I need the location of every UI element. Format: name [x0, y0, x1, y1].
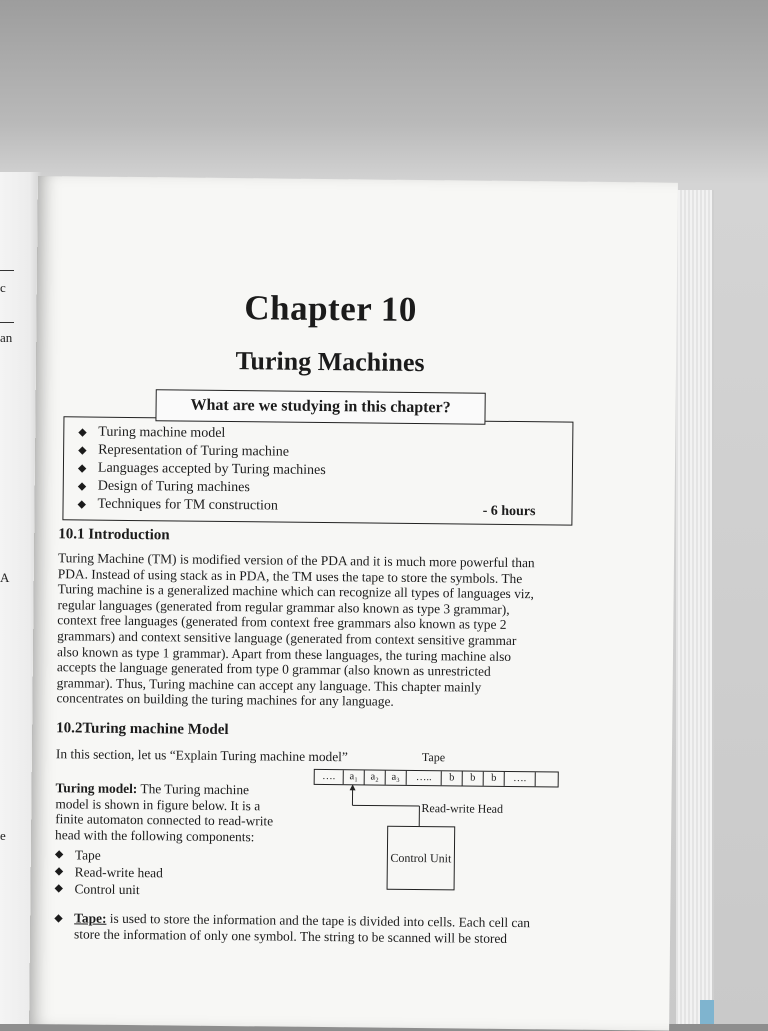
page-edge-tab: [700, 1000, 714, 1024]
tape-cell: …..: [407, 771, 442, 785]
diamond-bullet-icon: ◆: [54, 910, 63, 926]
list-item: ◆ Read-write head: [55, 863, 163, 881]
chapter-number: Chapter 10: [60, 286, 600, 332]
divider: [0, 322, 14, 323]
section-intro: In this section, let us “Explain Turing machine model”: [56, 746, 586, 767]
tape-cell: a₁: [344, 770, 365, 784]
list-item: ◆ Languages accepted by Turing machines: [78, 459, 572, 482]
diamond-bullet-icon: ◆: [78, 423, 87, 441]
page-fragment: e: [0, 828, 6, 844]
model-paragraph: Turing model: The Turing machine model is shown in figure below. It is a finite automaton connected to read-write head with the following components:: [55, 780, 298, 845]
page-fragment: c: [0, 280, 6, 296]
diamond-bullet-icon: ◆: [78, 459, 87, 477]
tape-cell: ….: [315, 770, 344, 784]
list-item: ◆ Turing machine model: [78, 423, 572, 446]
list-item: ◆ Control unit: [54, 880, 162, 898]
page-stack-edge: [676, 190, 714, 1024]
tape-paragraph: ◆ Tape: is used to store the information and the tape is divided into cells. Each cell can store the information of only one symbol. The string to be scanned will be stored: [54, 910, 584, 948]
page-fragment: A: [0, 570, 9, 586]
turing-machine-diagram: [308, 749, 580, 902]
tape-cell: ….: [505, 772, 536, 786]
tape-cell: a₃: [386, 771, 407, 785]
study-heading: What are we studying in this chapter?: [155, 389, 485, 424]
divider: [0, 270, 14, 271]
read-write-head-label: Read-write Head: [421, 801, 503, 817]
tape-label: Tape: [422, 750, 445, 765]
page-fragment: an: [0, 330, 12, 346]
tape-cell: b: [463, 771, 484, 785]
model-term: Turing model:: [56, 780, 138, 796]
tape-cell: b: [484, 772, 505, 786]
tape-cell: a₂: [365, 770, 386, 784]
diamond-bullet-icon: ◆: [78, 477, 87, 495]
chapter-title: Turing Machines: [60, 344, 600, 380]
section-heading: 10.1 Introduction: [58, 526, 170, 544]
duration-label: - 6 hours: [483, 504, 536, 521]
list-item: ◆ Tape: [55, 846, 163, 864]
list-item: ◆ Representation of Turing machine: [78, 441, 572, 464]
topics-box: [62, 416, 573, 525]
book-page: [29, 176, 678, 1031]
diamond-bullet-icon: ◆: [55, 846, 64, 863]
intro-paragraph: Turing Machine (TM) is modified version of the PDA and it is much more powerful than PDA. Instead of using stack as in PDA, the TM uses the tape to store the symbols. The Turing machine is a generalized machine which can recognize all types of languages viz, regular languages (generated from regular grammar also known as type 3 grammar), context free languages (generated from context free grammars also known as type 2 grammars) and context sensitive language (generated from context sensitive grammar also known as type 1 grammar). Apart from these languages, the turing machine also accepts the language generated from type 0 grammar (also known as unrestricted grammar). Thus, Turing machine can accept any language. This chapter mainly concentrates on building the turing machines for any language.: [56, 550, 588, 711]
diamond-bullet-icon: ◆: [77, 495, 86, 513]
tape-cell: b: [442, 771, 463, 785]
diamond-bullet-icon: ◆: [54, 880, 63, 897]
diamond-bullet-icon: ◆: [78, 441, 87, 459]
components-list: [54, 846, 163, 898]
control-unit: Control Unit: [387, 826, 456, 891]
list-item: ◆ Design of Turing machines: [78, 477, 572, 500]
tape-term: Tape:: [74, 910, 106, 925]
diamond-bullet-icon: ◆: [55, 863, 64, 880]
arrow-up-icon: [350, 784, 356, 790]
list-item: ◆ Techniques for TM construction: [77, 495, 571, 518]
section-heading: 10.2Turing machine Model: [56, 720, 229, 739]
